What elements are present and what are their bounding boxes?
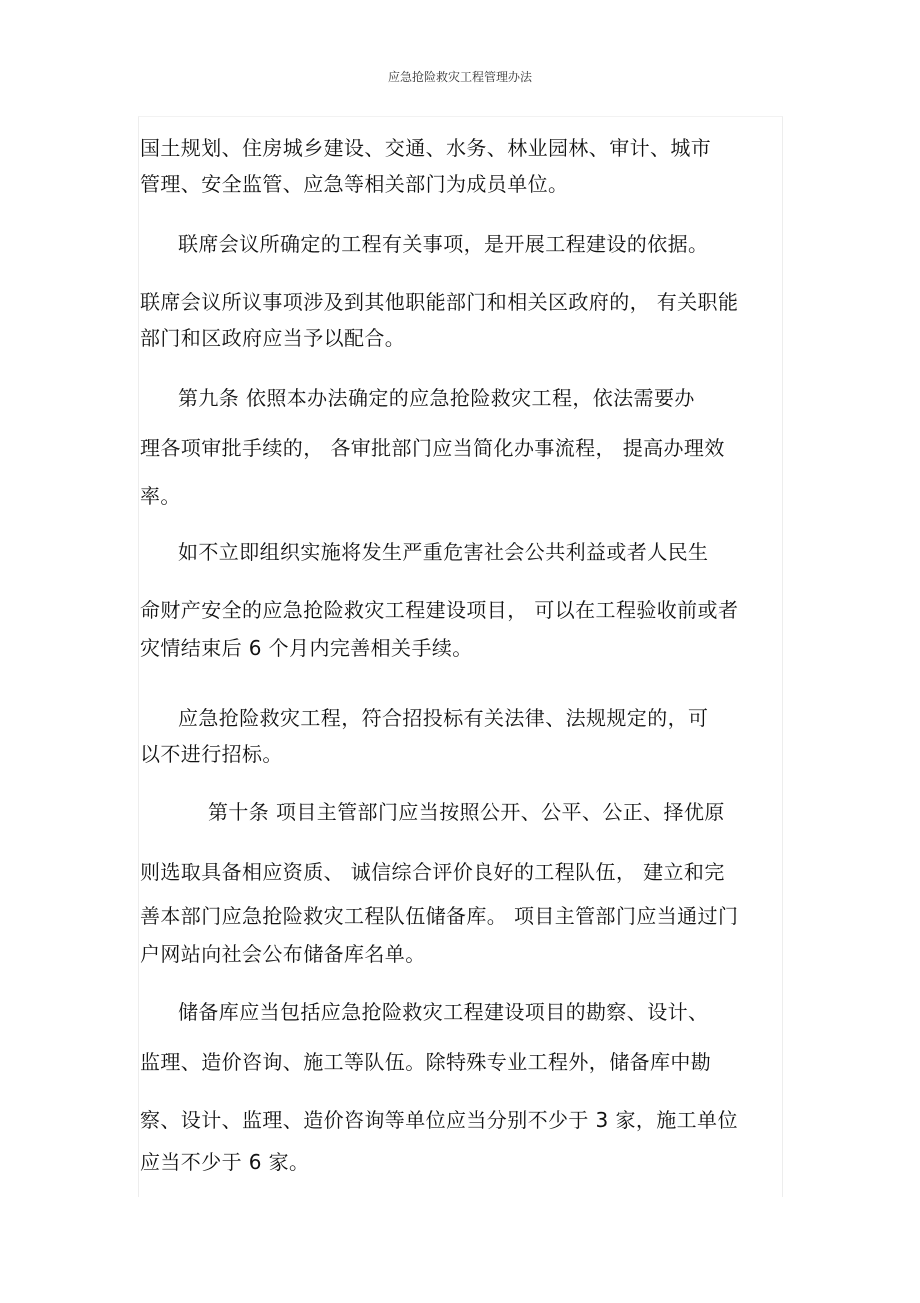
text-line: 率。 — [140, 484, 181, 508]
text-line: 应当不少于 6 家。 — [140, 1150, 310, 1174]
text-line: 第九条 依照本办法确定的应急抢险救灾工程，依法需要办 — [178, 386, 695, 410]
text-line: 第十条 项目主管部门应当按照公开、公平、公正、择优原 — [208, 800, 725, 824]
text-line: 则选取具备相应资质、 诚信综合评价良好的工程队伍， 建立和完 — [140, 860, 725, 884]
text-line: 如不立即组织实施将发生严重危害社会公共利益或者人民生 — [178, 540, 709, 564]
text-line: 国土规划、住房城乡建设、交通、水务、林业园林、审计、城市 — [140, 136, 712, 160]
text-line: 以不进行招标。 — [140, 742, 283, 766]
text-line: 联席会议所议事项涉及到其他职能部门和相关区政府的， 有关职能 — [140, 290, 739, 314]
text-line: 监理、造价咨询、施工等队伍。除特殊专业工程外，储备库中勘 — [140, 1050, 712, 1074]
text-line: 管理、安全监管、应急等相关部门为成员单位。 — [140, 172, 569, 196]
text-line: 察、设计、监理、造价咨询等单位应当分别不少于 3 家，施工单位 — [140, 1108, 738, 1132]
text-line: 户网站向社会公布储备库名单。 — [140, 942, 426, 966]
text-line: 善本部门应急抢险救灾工程队伍储备库。 项目主管部门应当通过门 — [140, 904, 739, 928]
text-line: 应急抢险救灾工程，符合招投标有关法律、法规规定的，可 — [178, 706, 709, 730]
text-line: 命财产安全的应急抢险救灾工程建设项目， 可以在工程验收前或者 — [140, 598, 739, 622]
text-line: 联席会议所确定的工程有关事项，是开展工程建设的依据。 — [178, 232, 709, 256]
text-line: 灾情结束后 6 个月内完善相关手续。 — [140, 636, 473, 660]
text-line: 部门和区政府应当予以配合。 — [140, 326, 406, 350]
page-header-title: 应急抢险救灾工程管理办法 — [387, 70, 532, 84]
text-line: 理各项审批手续的， 各审批部门应当简化办事流程， 提高办理效 — [140, 436, 725, 460]
text-line: 储备库应当包括应急抢险救灾工程建设项目的勘察、设计、 — [178, 1000, 709, 1024]
